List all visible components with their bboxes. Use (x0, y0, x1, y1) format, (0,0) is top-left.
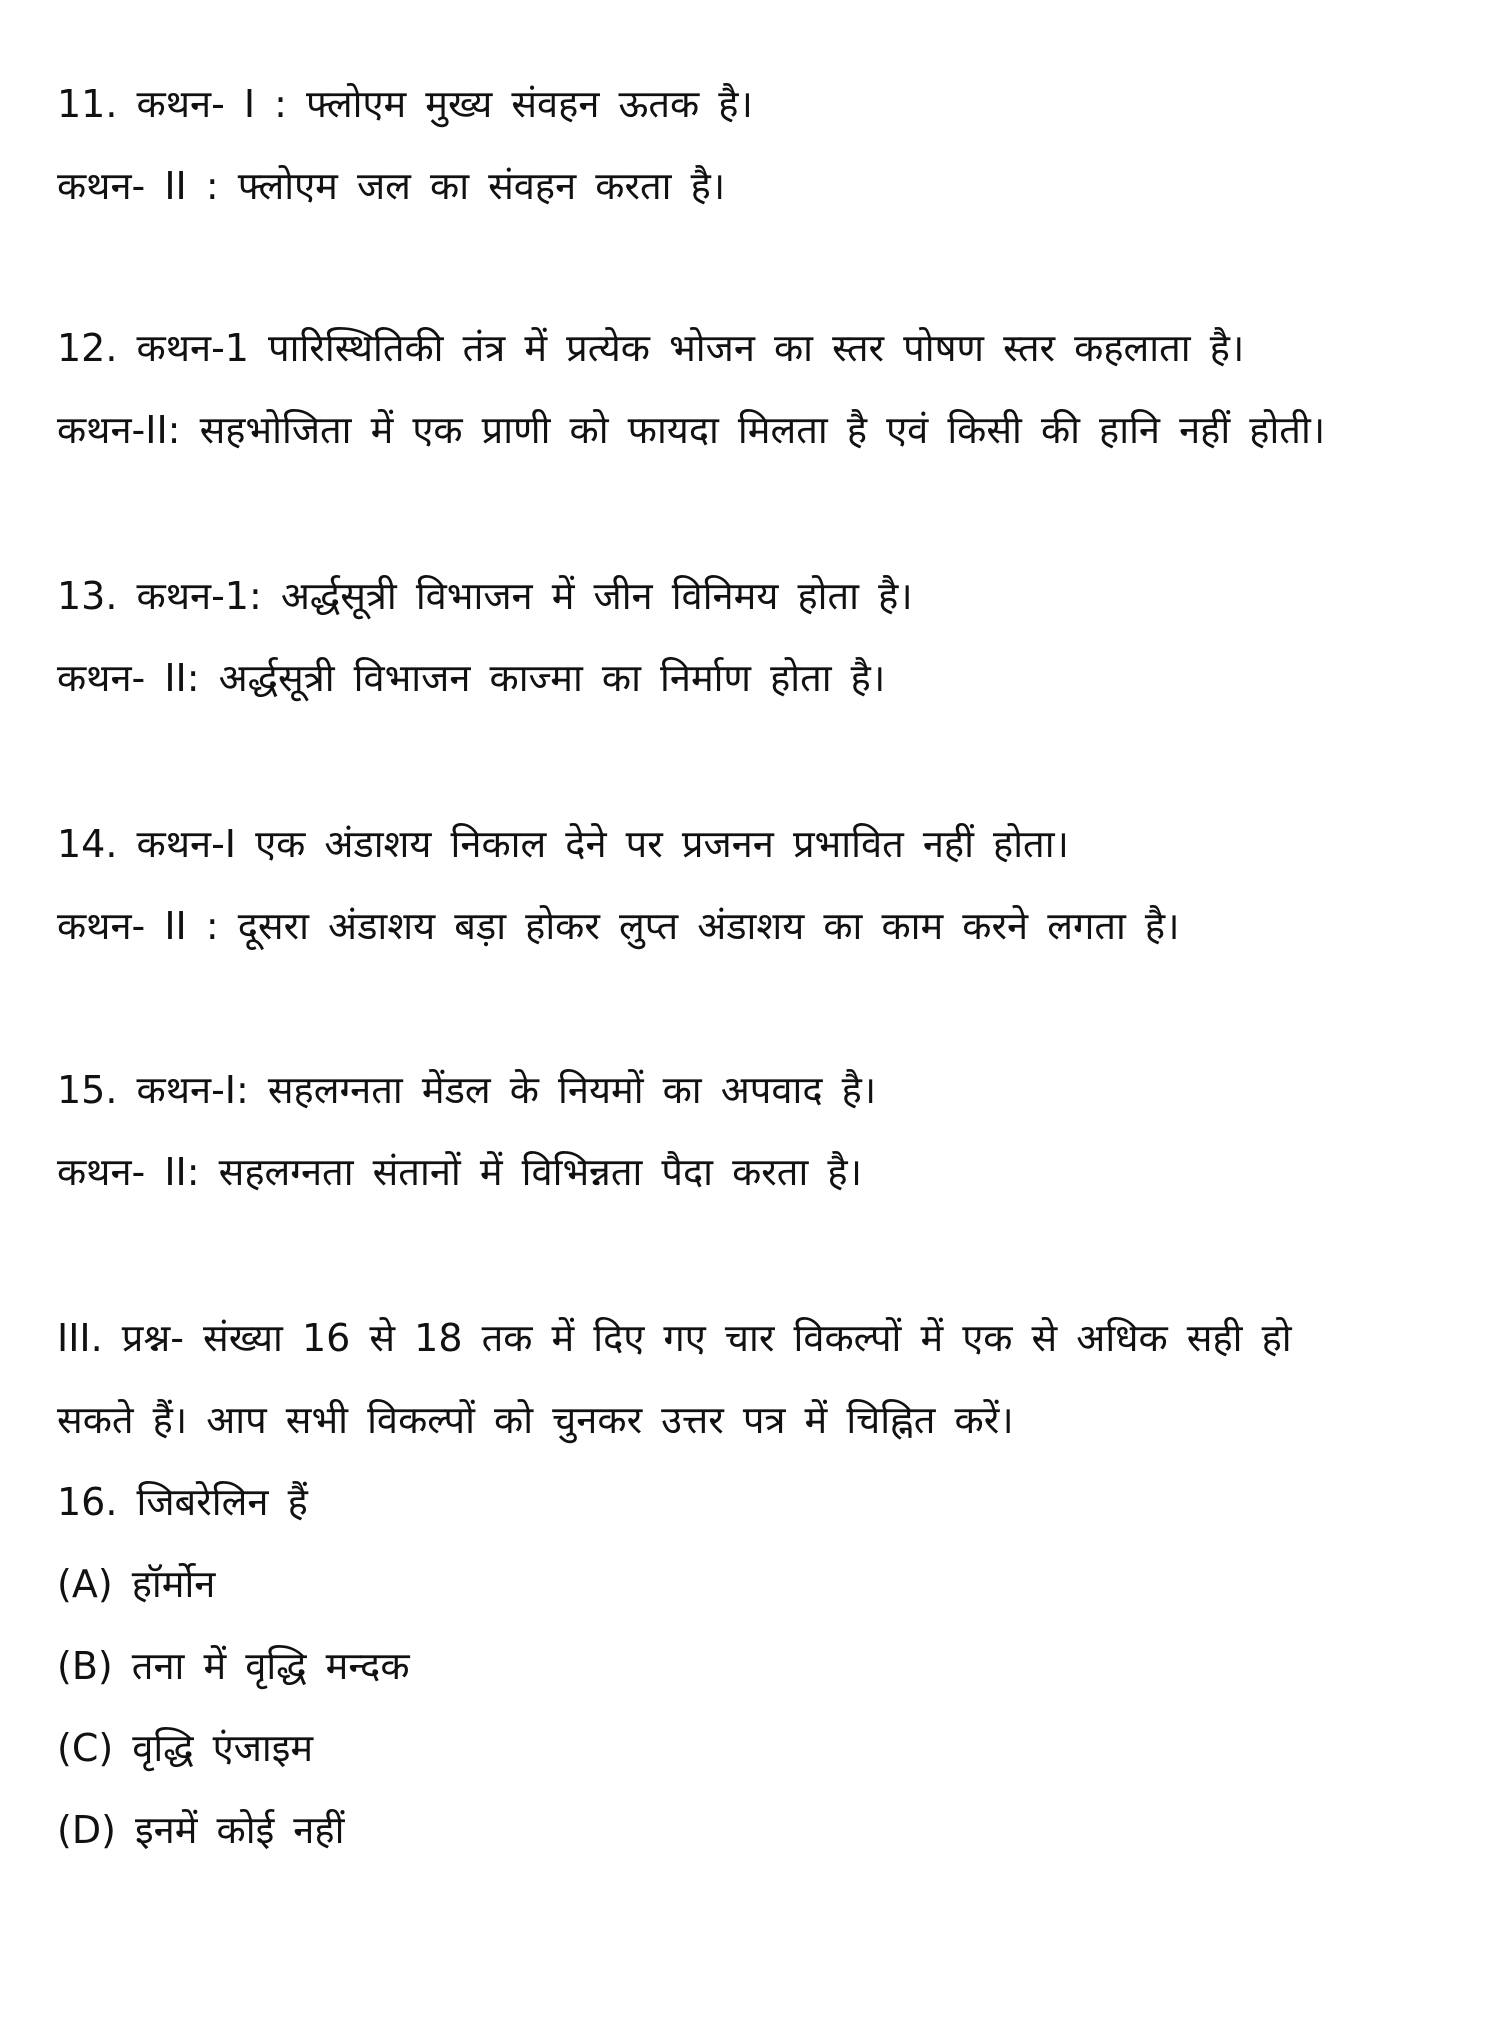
q16-option-a: (A) हॉर्मोन (57, 1562, 216, 1606)
section-iii-instruction-line-1: III. प्रश्न- संख्या 16 से 18 तक में दिए गए चार विकल्पों में एक से अधिक सही हो (57, 1316, 1292, 1360)
q15-statement-1: 15. कथन-I: सहलग्नता मेंडल के नियमों का अपवाद है। (57, 1068, 877, 1112)
q15-statement-2: कथन- II: सहलग्नता संतानों में विभिन्नता पैदा करता है। (57, 1150, 862, 1194)
q16-option-c: (C) वृद्धि एंजाइम (57, 1726, 314, 1770)
q16-prompt: 16. जिबरेलिन हैं (57, 1480, 308, 1524)
q13-statement-1: 13. कथन-1: अर्द्धसूत्री विभाजन में जीन विनिमय होता है। (57, 574, 913, 618)
q16-option-b: (B) तना में वृद्धि मन्दक (57, 1644, 410, 1688)
q13-statement-2: कथन- II: अर्द्धसूत्री विभाजन काज्मा का निर्माण होता है। (57, 656, 886, 700)
q14-statement-1: 14. कथन-I एक अंडाशय निकाल देने पर प्रजनन प्रभावित नहीं होता। (57, 822, 1069, 866)
q16-option-d: (D) इनमें कोई नहीं (57, 1808, 345, 1852)
q11-statement-1: 11. कथन- I : फ्लोएम मुख्य संवहन ऊतक है। (57, 82, 753, 126)
q12-statement-2: कथन-II: सहभोजिता में एक प्राणी को फायदा मिलता है एवं किसी की हानि नहीं होती। (57, 408, 1326, 452)
section-iii-instruction-line-2: सकते हैं। आप सभी विकल्पों को चुनकर उत्तर पत्र में चिह्नित करें। (57, 1398, 1014, 1442)
q12-statement-1: 12. कथन-1 पारिस्थितिकी तंत्र में प्रत्येक भोजन का स्तर पोषण स्तर कहलाता है। (57, 326, 1245, 370)
q14-statement-2: कथन- II : दूसरा अंडाशय बड़ा होकर लुप्त अंडाशय का काम करने लगता है। (57, 904, 1180, 948)
q11-statement-2: कथन- II : फ्लोएम जल का संवहन करता है। (57, 164, 726, 208)
